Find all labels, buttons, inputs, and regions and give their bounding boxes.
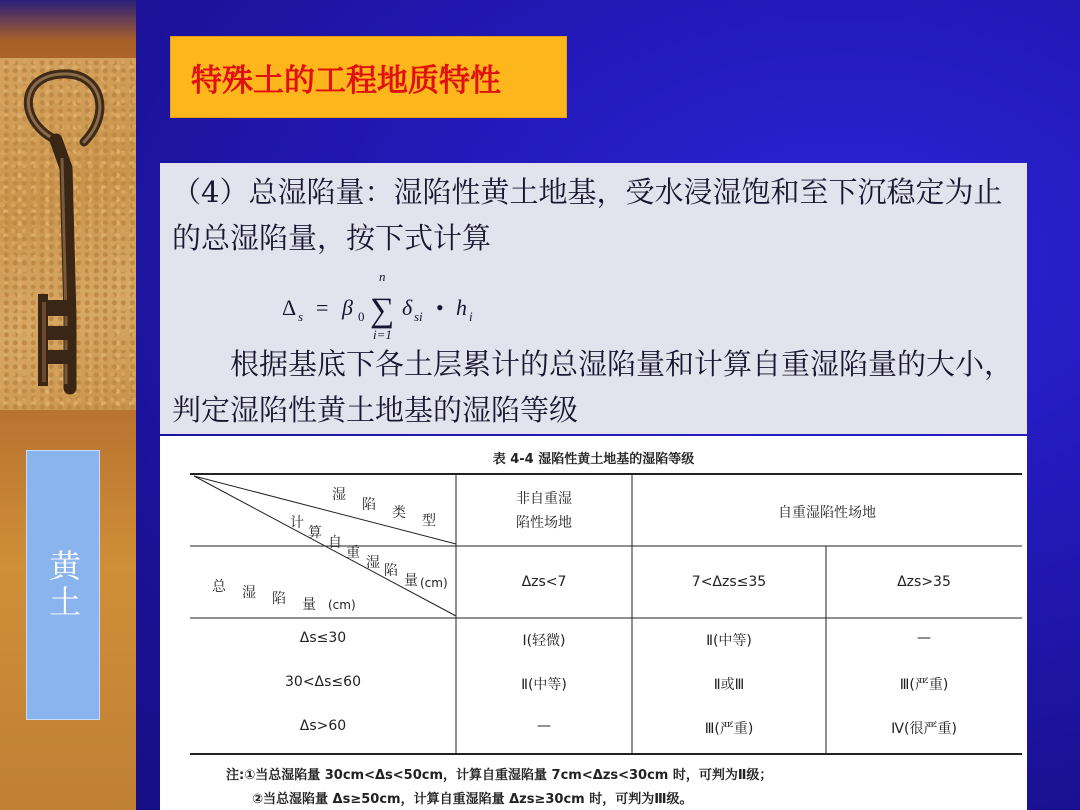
diag-label-calc-unit: (cm) bbox=[420, 576, 448, 590]
row-label-3: Δs>60 bbox=[299, 718, 347, 734]
row3-cell-3: Ⅳ(很严重) bbox=[891, 721, 957, 737]
formula-sum-sign: ∑ bbox=[370, 292, 395, 329]
diag-label-calc-4: 重 bbox=[346, 545, 360, 561]
col-header-self: 自重湿陷性场地 bbox=[778, 505, 876, 521]
sub-header-1: Δzs<7 bbox=[521, 574, 567, 590]
diag-label-type-2: 陷 bbox=[362, 497, 376, 513]
table-note-2: ②当总湿陷量 Δs≥50cm，计算自重湿陷量 Δzs≥30cm 时，可判为Ⅲ级。 bbox=[252, 792, 693, 807]
formula-h-sub: i bbox=[469, 309, 473, 324]
diag-label-total-3: 陷 bbox=[272, 591, 286, 607]
sub-header-2: 7<Δzs≤35 bbox=[691, 574, 767, 590]
col-header-nonself-1: 非自重湿 bbox=[516, 491, 572, 507]
formula-delta-s: Δ bbox=[282, 295, 297, 320]
formula-delta-small-sub: si bbox=[414, 309, 423, 324]
diag-label-calc-6: 陷 bbox=[384, 563, 398, 579]
settlement-formula bbox=[280, 267, 540, 347]
formula-beta: β bbox=[342, 295, 353, 320]
side-topic-label bbox=[26, 450, 100, 720]
diag-label-total-2: 湿 bbox=[242, 585, 256, 601]
row2-cell-2: Ⅱ或Ⅲ bbox=[713, 677, 745, 693]
diag-label-calc-7: 量 bbox=[404, 573, 418, 589]
key-icon bbox=[0, 58, 136, 410]
formula-equals: = bbox=[316, 295, 329, 320]
formula-h: h bbox=[456, 295, 467, 320]
diag-label-calc-1: 计 bbox=[290, 515, 304, 531]
key-photo bbox=[0, 58, 136, 410]
row2-cell-1: Ⅱ(中等) bbox=[521, 677, 567, 693]
sub-header-3: Δzs>35 bbox=[897, 574, 951, 590]
row-label-2: 30<Δs≤60 bbox=[285, 674, 361, 690]
diag-label-calc-5: 湿 bbox=[366, 555, 380, 571]
content-panel bbox=[160, 163, 1027, 434]
row3-cell-1: — bbox=[537, 718, 551, 734]
diag-label-calc-3: 自 bbox=[328, 535, 342, 551]
diag-label-type-3: 类 bbox=[392, 505, 406, 521]
row1-cell-3: — bbox=[917, 630, 931, 646]
diag-label-type-4: 型 bbox=[422, 513, 436, 529]
row-label-1: Δs≤30 bbox=[299, 630, 347, 646]
row2-cell-3: Ⅲ(严重) bbox=[899, 677, 949, 693]
diag-label-type-1: 湿 bbox=[332, 487, 346, 503]
formula-beta-sub: 0 bbox=[358, 309, 365, 324]
table-note-1: 注:①当总湿陷量 30cm<Δs<50cm，计算自重湿陷量 7cm<Δzs<30cm 时，可判为Ⅱ级； bbox=[226, 768, 773, 783]
paragraph-definition: （4）总湿陷量：湿陷性黄土地基，受水浸湿饱和至下沉稳定为止的总湿陷量，按下式计算 bbox=[172, 175, 1003, 255]
row1-cell-2: Ⅱ(中等) bbox=[706, 633, 752, 649]
diag-label-total-unit: (cm) bbox=[328, 598, 356, 612]
formula-delta-s-sub: s bbox=[298, 309, 304, 324]
side-topic-text: 黄土 bbox=[44, 549, 82, 621]
slide-title: 特殊土的工程地质特性 bbox=[191, 62, 501, 99]
paragraph-grading: 根据基底下各土层累计的总湿陷量和计算自重湿陷量的大小，判定湿陷性黄土地基的湿陷等级 bbox=[172, 347, 1014, 427]
formula-sum-upper: n bbox=[379, 269, 386, 284]
collapse-grade-table bbox=[160, 436, 1027, 810]
row3-cell-2: Ⅲ(严重) bbox=[704, 721, 754, 737]
diag-label-total-4: 量 bbox=[302, 597, 316, 613]
slide-title-box bbox=[170, 36, 567, 118]
formula-dot: • bbox=[436, 295, 444, 320]
row1-cell-1: Ⅰ(轻微) bbox=[522, 633, 566, 649]
diag-label-total-1: 总 bbox=[212, 579, 226, 595]
formula-delta-small: δ bbox=[402, 295, 413, 320]
formula-sum-lower: i=1 bbox=[373, 327, 392, 342]
table-caption: 表 4-4 湿陷性黄土地基的湿陷等级 bbox=[492, 452, 695, 467]
col-header-nonself-2: 陷性场地 bbox=[516, 515, 572, 531]
diag-label-calc-2: 算 bbox=[308, 525, 322, 541]
